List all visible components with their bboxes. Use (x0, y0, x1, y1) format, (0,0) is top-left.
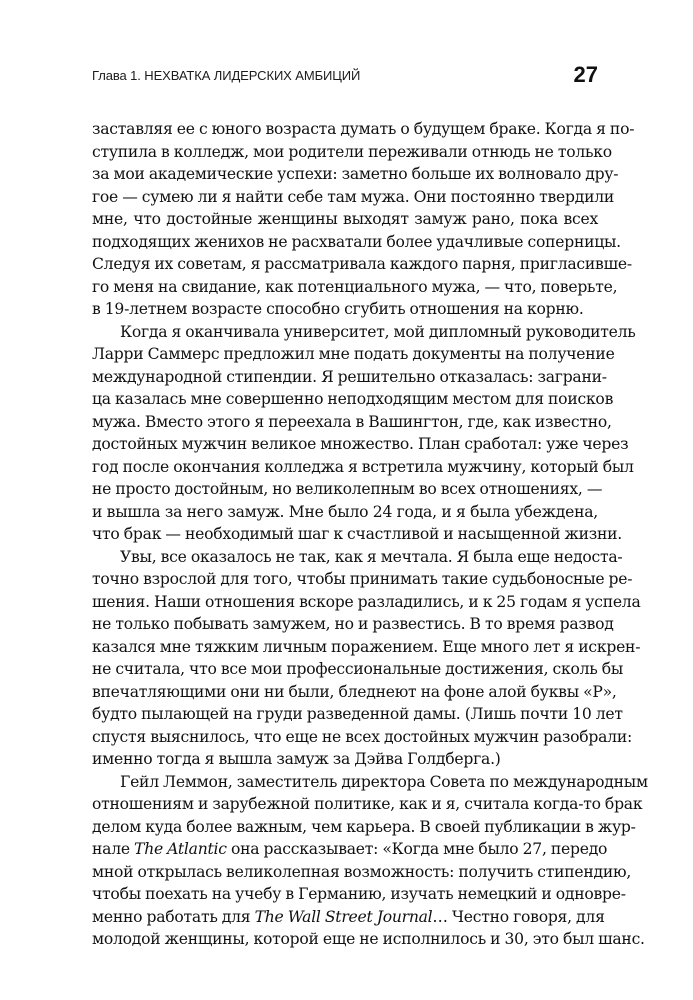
text-line: го меня на свидание, как потенциального мужа, — что, поверьте, (92, 277, 618, 296)
text-line: достойных мужчин великое множество. План сработал: уже через (92, 435, 629, 453)
text-line: нале The Atlantic она рассказывает: «Когда мне было 27, передо (92, 840, 608, 858)
text-line: не просто достойным, но великолепным во всех отношениях, — (92, 480, 603, 498)
text-line: не только побывать замужем, но и развестись. В то время развод (92, 615, 614, 633)
text-line: в 19-летнем возрасте способно сгубить отношения на корню. (92, 300, 584, 318)
text-line: казался мне тяжким личным поражением. Еще много лет я искрен- (92, 637, 641, 656)
text-line: чтобы поехать на учебу в Германию, изучать немецкий и одновре- (92, 885, 626, 903)
text-line: молодой женщины, которой еще не исполнилось и 30, это был шанс. (92, 930, 645, 948)
page-number: 27 (573, 62, 598, 87)
text-line: и вышла за него замуж. Мне было 24 года, и я была убеждена, (92, 502, 598, 521)
text-line: шения. Наши отношения вскоре разладились, и к 25 годам я успела (92, 592, 641, 611)
text-line: впечатляющими они ни были, бледнеют на фоне алой буквы «Р», (92, 682, 617, 701)
text-line: ца казалась мне совершенно неподходящим местом для поисков (92, 390, 614, 408)
text-line: год после окончания колледжа я встретила мужчину, который был (92, 457, 634, 476)
italic-title: The Wall Street Journal (254, 907, 433, 926)
text-line: международной стипендии. Я решительно отказалась: заграни- (92, 367, 607, 386)
text-line: за мои академические успехи: заметно больше их волновало дру- (92, 165, 619, 183)
text-line: отношениям и зарубежной политике, как и я, считала когда-то брак (92, 795, 643, 813)
text-line: ступила в колледж, мои родители переживали отнюдь не только (92, 142, 612, 161)
text-line: будто пылающей на груди разведенной дамы. (Лишь почти 10 лет (92, 705, 623, 723)
paragraph (92, 771, 648, 951)
body-text (92, 118, 648, 951)
text-line: мужа. Вместо этого я переехала в Вашингтон, где, как известно, (92, 412, 612, 431)
text-line: спустя выяснилось, что еще не всех достойных мужчин разобрали: (92, 727, 632, 746)
italic-title: The Atlantic (134, 840, 227, 858)
text-line: Когда я оканчивала университет, мой дипломный руководитель (120, 322, 636, 341)
text-line: мне, что достойные женщины выходят замуж рано, пока всех (92, 210, 598, 228)
text-line: именно тогда я вышла замуж за Дэйва Голдберга.) (92, 750, 501, 768)
text-line: Гейл Леммон, заместитель директора Совета по международным (120, 772, 648, 791)
text-line: гое — сумею ли я найти себе там мужа. Они постоянно твердили (92, 187, 615, 206)
text-line: мной открылась великолепная возможность: получить стипендию, (92, 862, 632, 881)
text-line: Увы, все оказалось не так, как я мечтала. Я была еще недоста- (120, 547, 623, 566)
chapter-title: Глава 1. НЕХВАТКА ЛИДЕРСКИХ АМБИЦИЙ (92, 68, 361, 83)
running-head (92, 62, 598, 90)
paragraph (92, 118, 635, 321)
text-line: заставляя ее с юного возраста думать о будущем браке. Когда я по- (92, 120, 635, 138)
text-line: не считала, что все мои профессиональные достижения, сколь бы (92, 660, 624, 678)
paragraph (92, 546, 641, 771)
text-line: подходящих женихов не расхватали более удачливые соперницы. (92, 232, 621, 251)
text-line: делом куда более важным, чем карьера. В своей публикации в жур- (92, 817, 636, 836)
text-line: Следуя их советам, я рассматривала каждого парня, пригласивше- (92, 255, 632, 273)
text-line: точно взрослой для того, чтобы принимать такие судьбоносные ре- (92, 570, 633, 588)
text-line: Ларри Саммерс предложил мне подать документы на получение (92, 345, 615, 363)
paragraph (92, 321, 636, 546)
text-line: что брак — необходимый шаг к счастливой и насыщенной жизни. (92, 525, 622, 543)
text-line: менно работать для The Wall Street Journal… Честно говоря, для (92, 907, 605, 926)
